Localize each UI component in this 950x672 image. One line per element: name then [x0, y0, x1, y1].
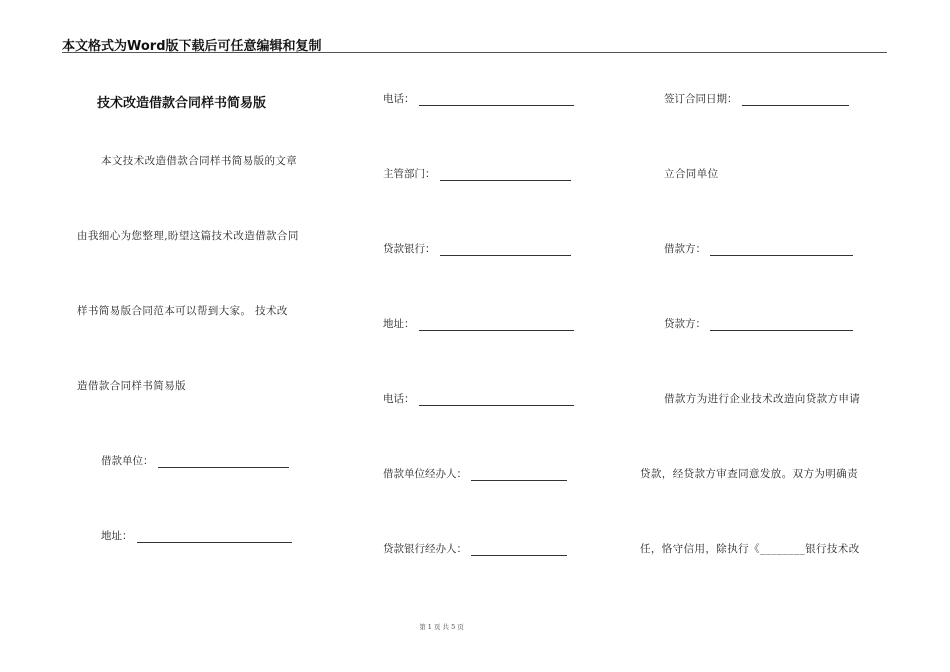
- borrower-party-label: 借款方：: [664, 243, 706, 255]
- terms-line-3: 任，恪守信用，除执行《________银行技术改: [640, 543, 860, 555]
- lending-bank-field[interactable]: [383, 242, 571, 256]
- bank-agent-blank[interactable]: [471, 543, 567, 556]
- borrower-agent-field[interactable]: [383, 467, 567, 481]
- lender-party-field[interactable]: [664, 317, 853, 331]
- intro-line-4: 造借款合同样书简易版: [77, 380, 186, 392]
- page-number: 第 1 页 共 5 页: [419, 623, 464, 631]
- supervising-dept-label: 主管部门：: [383, 168, 436, 180]
- borrower-address-label: 地址：: [101, 530, 133, 542]
- lender-party-label: 贷款方：: [664, 318, 706, 330]
- sign-date-label: 签订合同日期：: [664, 93, 738, 105]
- supervising-dept-blank[interactable]: [440, 168, 571, 181]
- phone-blank-1[interactable]: [419, 93, 574, 106]
- bank-agent-label: 贷款银行经办人：: [383, 543, 467, 555]
- borrower-unit-label: 借款单位：: [101, 455, 154, 467]
- intro-line-2: 由我细心为您整理,盼望这篇技术改造借款合同: [77, 230, 299, 242]
- phone-field-1[interactable]: [383, 92, 574, 106]
- borrower-party-field[interactable]: [664, 242, 853, 256]
- phone-label-2: 电话：: [383, 393, 415, 405]
- borrower-agent-label: 借款单位经办人：: [383, 468, 467, 480]
- lender-party-blank[interactable]: [710, 318, 853, 331]
- borrower-unit-field[interactable]: [101, 454, 289, 468]
- contract-unit-heading: 立合同单位: [664, 168, 719, 180]
- terms-line-2: 贷款，经贷款方审查同意发放。双方为明确责: [640, 468, 858, 480]
- bank-agent-field[interactable]: [383, 542, 567, 556]
- supervising-dept-field[interactable]: [383, 167, 571, 181]
- bank-address-label: 地址：: [383, 318, 415, 330]
- borrower-agent-blank[interactable]: [471, 468, 567, 481]
- sign-date-field[interactable]: [664, 92, 849, 106]
- document-header: 本文格式为Word版下载后可任意编辑和复制: [62, 39, 322, 54]
- phone-field-2[interactable]: [383, 392, 574, 406]
- document-title: 技术改造借款合同样书简易版: [97, 96, 267, 111]
- phone-label-1: 电话：: [383, 93, 415, 105]
- borrower-address-blank[interactable]: [137, 530, 292, 543]
- lending-bank-blank[interactable]: [440, 243, 571, 256]
- lending-bank-label: 贷款银行：: [383, 243, 436, 255]
- terms-line-1: 借款方为进行企业技术改造向贷款方申请: [664, 393, 861, 405]
- header-divider: [62, 52, 887, 53]
- intro-line-3: 样书简易版合同范本可以帮到大家。 技术改: [77, 305, 288, 317]
- borrower-unit-blank[interactable]: [158, 455, 289, 468]
- bank-address-blank[interactable]: [419, 318, 574, 331]
- sign-date-blank[interactable]: [742, 93, 849, 106]
- borrower-address-field[interactable]: [101, 529, 292, 543]
- bank-address-field[interactable]: [383, 317, 574, 331]
- intro-line-1: 本文技术改造借款合同样书简易版的文章: [101, 155, 298, 167]
- phone-blank-2[interactable]: [419, 393, 574, 406]
- borrower-party-blank[interactable]: [710, 243, 853, 256]
